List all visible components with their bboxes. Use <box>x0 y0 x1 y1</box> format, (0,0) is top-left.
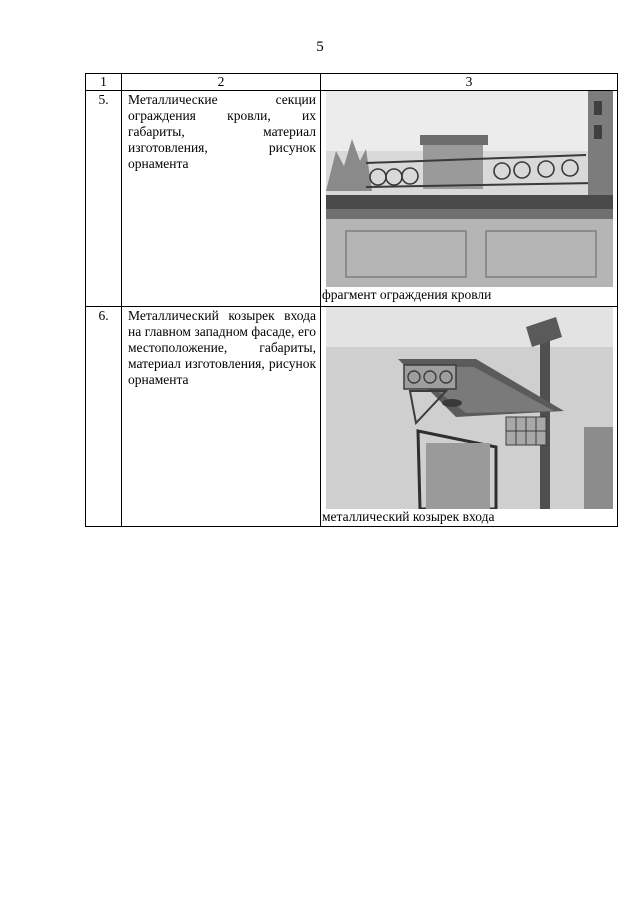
photo-caption: металлический козырек входа <box>322 509 495 524</box>
column-header-3: 3 <box>321 74 618 91</box>
entrance-canopy-photo <box>326 307 613 509</box>
row-number: 5. <box>86 91 122 307</box>
row-number: 6. <box>86 307 122 527</box>
photo-cell <box>321 307 618 527</box>
photo-caption: фрагмент ограждения кровли <box>322 287 492 302</box>
photo-cell <box>321 91 618 307</box>
column-header-2: 2 <box>122 74 321 91</box>
column-header-1: 1 <box>86 74 122 91</box>
table-header-row <box>86 74 618 91</box>
table-row <box>86 91 618 307</box>
row-description: Металлические секции ограждения кровли, их габариты, материал изготовления, рисунок орнамента <box>122 91 321 307</box>
heritage-elements-table <box>85 73 618 527</box>
page-number: 5 <box>316 39 324 55</box>
roof-railing-photo <box>326 91 613 287</box>
table-row <box>86 307 618 527</box>
row-description: Металлический козырек входа на главном западном фасаде, его местоположение, габариты, материал изготовления, рисунок орнамента <box>122 307 321 527</box>
